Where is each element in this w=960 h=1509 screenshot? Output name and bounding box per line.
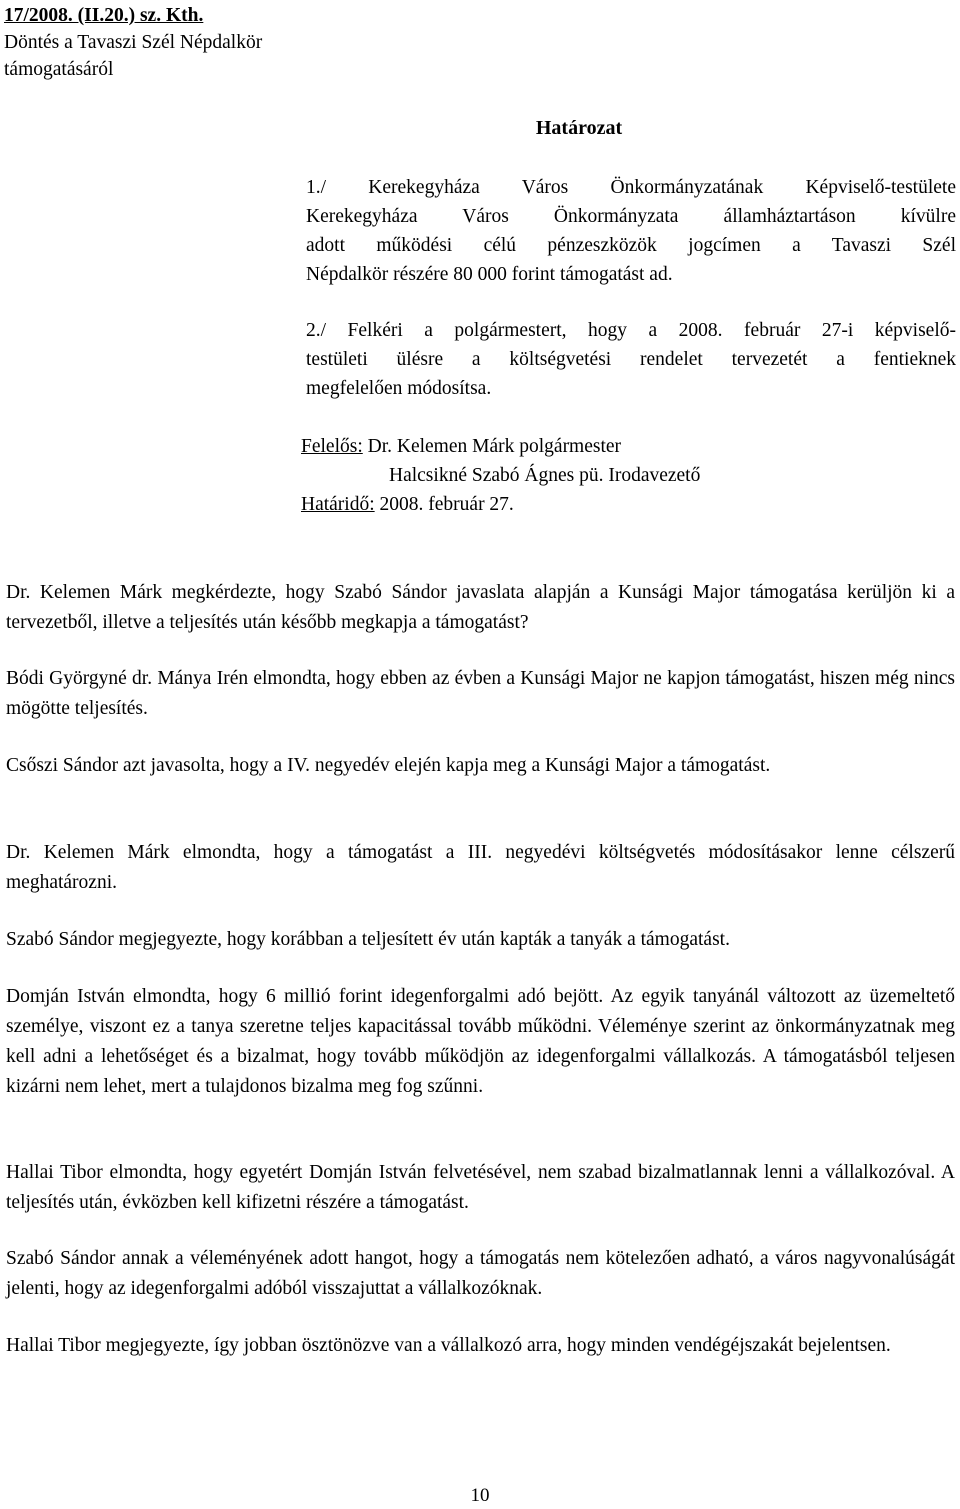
resolution-number: 17/2008. (II.20.) sz. Kth.	[4, 5, 204, 26]
document-header	[4, 2, 524, 83]
subject-line: Döntés a Tavaszi Szél Népdalkör	[4, 32, 263, 53]
responsible-person: Halcsikné Szabó Ágnes pü. Irodavezető	[389, 465, 701, 486]
page-number: 10	[470, 1485, 490, 1506]
resolution-line: testületi ülésre a költségvetési rendelet tervezetét a fentieknek	[306, 349, 956, 370]
resolution-title: Határozat	[535, 117, 623, 139]
subject-line: támogatásáról	[4, 59, 114, 80]
discussion-paragraph: Domján István elmondta, hogy 6 millió forint idegenforgalmi adó bejött. Az egyik tanyánál változott az üzemeltető személye, viszont ez a tanya szeretne teljes kapacitással tovább működni. Véleménye szerint az önkormányzatnak meg kell adni a lehetőséget és a bizalmat, hogy tovább működjön az idegenforgalmi vállalkozás. A támogatásból teljesen kizárni nem lehet, mert a tulajdonos bizalma meg fog szűnni.	[6, 986, 955, 1097]
deadline-label: Határidő:	[301, 494, 375, 515]
responsibility-block	[301, 432, 941, 519]
discussion-paragraph: Csőszi Sándor azt javasolta, hogy a IV. negyedév elején kapja meg a Kunsági Major a támogatást.	[6, 755, 771, 776]
discussion-paragraph: Dr. Kelemen Márk elmondta, hogy a támogatást a III. negyedévi költségvetés módosításakor lenne célszerű meghatározni.	[6, 842, 955, 893]
resolution-line: Kerekegyháza Város Önkormányzata államháztartáson kívülre	[306, 206, 956, 227]
discussion-paragraph: Dr. Kelemen Márk megkérdezte, hogy Szabó Sándor javaslata alapján a Kunsági Major támogatása kerüljön ki a tervezetből, illetve a teljesítés után később megkapja a támogatást?	[6, 582, 955, 633]
discussion-paragraph: Bódi Györgyné dr. Mánya Irén elmondta, hogy ebben az évben a Kunsági Major ne kapjon támogatást, hiszen még nincs mögötte teljesítés.	[6, 668, 955, 719]
deadline-value: 2008. február 27.	[379, 494, 514, 515]
responsible-label: Felelős:	[301, 436, 363, 457]
resolution-point-1	[306, 173, 956, 289]
resolution-line: Népdalkör részére 80 000 forint támogatást ad.	[306, 264, 673, 285]
resolution-line: megfelelően módosítsa.	[306, 378, 492, 399]
resolution-line: adott működési célú pénzeszközök jogcímen a Tavaszi Szél	[306, 235, 956, 256]
discussion-paragraph: Szabó Sándor megjegyezte, hogy korábban a teljesített év után kapták a tanyák a támogatást.	[6, 929, 730, 950]
discussion-paragraph: Hallai Tibor megjegyezte, így jobban ösztönözve van a vállalkozó arra, hogy minden vendégéjszakát bejelentsen.	[6, 1335, 891, 1356]
discussion-paragraph: Szabó Sándor annak a véleményének adott hangot, hogy a támogatás nem kötelezően adható, a város nagyvonalúságát jelenti, hogy az idegenforgalmi adóból visszajuttat a vállalkozóknak.	[6, 1248, 955, 1299]
resolution-line: 1./ Kerekegyháza Város Önkormányzatának Képviselő-testülete	[306, 177, 956, 198]
discussion-paragraph: Hallai Tibor elmondta, hogy egyetért Domján István felvetésével, nem szabad bizalmatlannak lenni a vállalkozóval. A teljesítés után, évközben kell kifizetni részére a támogatást.	[6, 1162, 955, 1213]
resolution-point-2	[306, 316, 956, 403]
resolution-line: 2./ Felkéri a polgármestert, hogy a 2008. február 27-i képviselő-	[306, 320, 956, 341]
responsible-person: Dr. Kelemen Márk polgármester	[367, 436, 622, 457]
